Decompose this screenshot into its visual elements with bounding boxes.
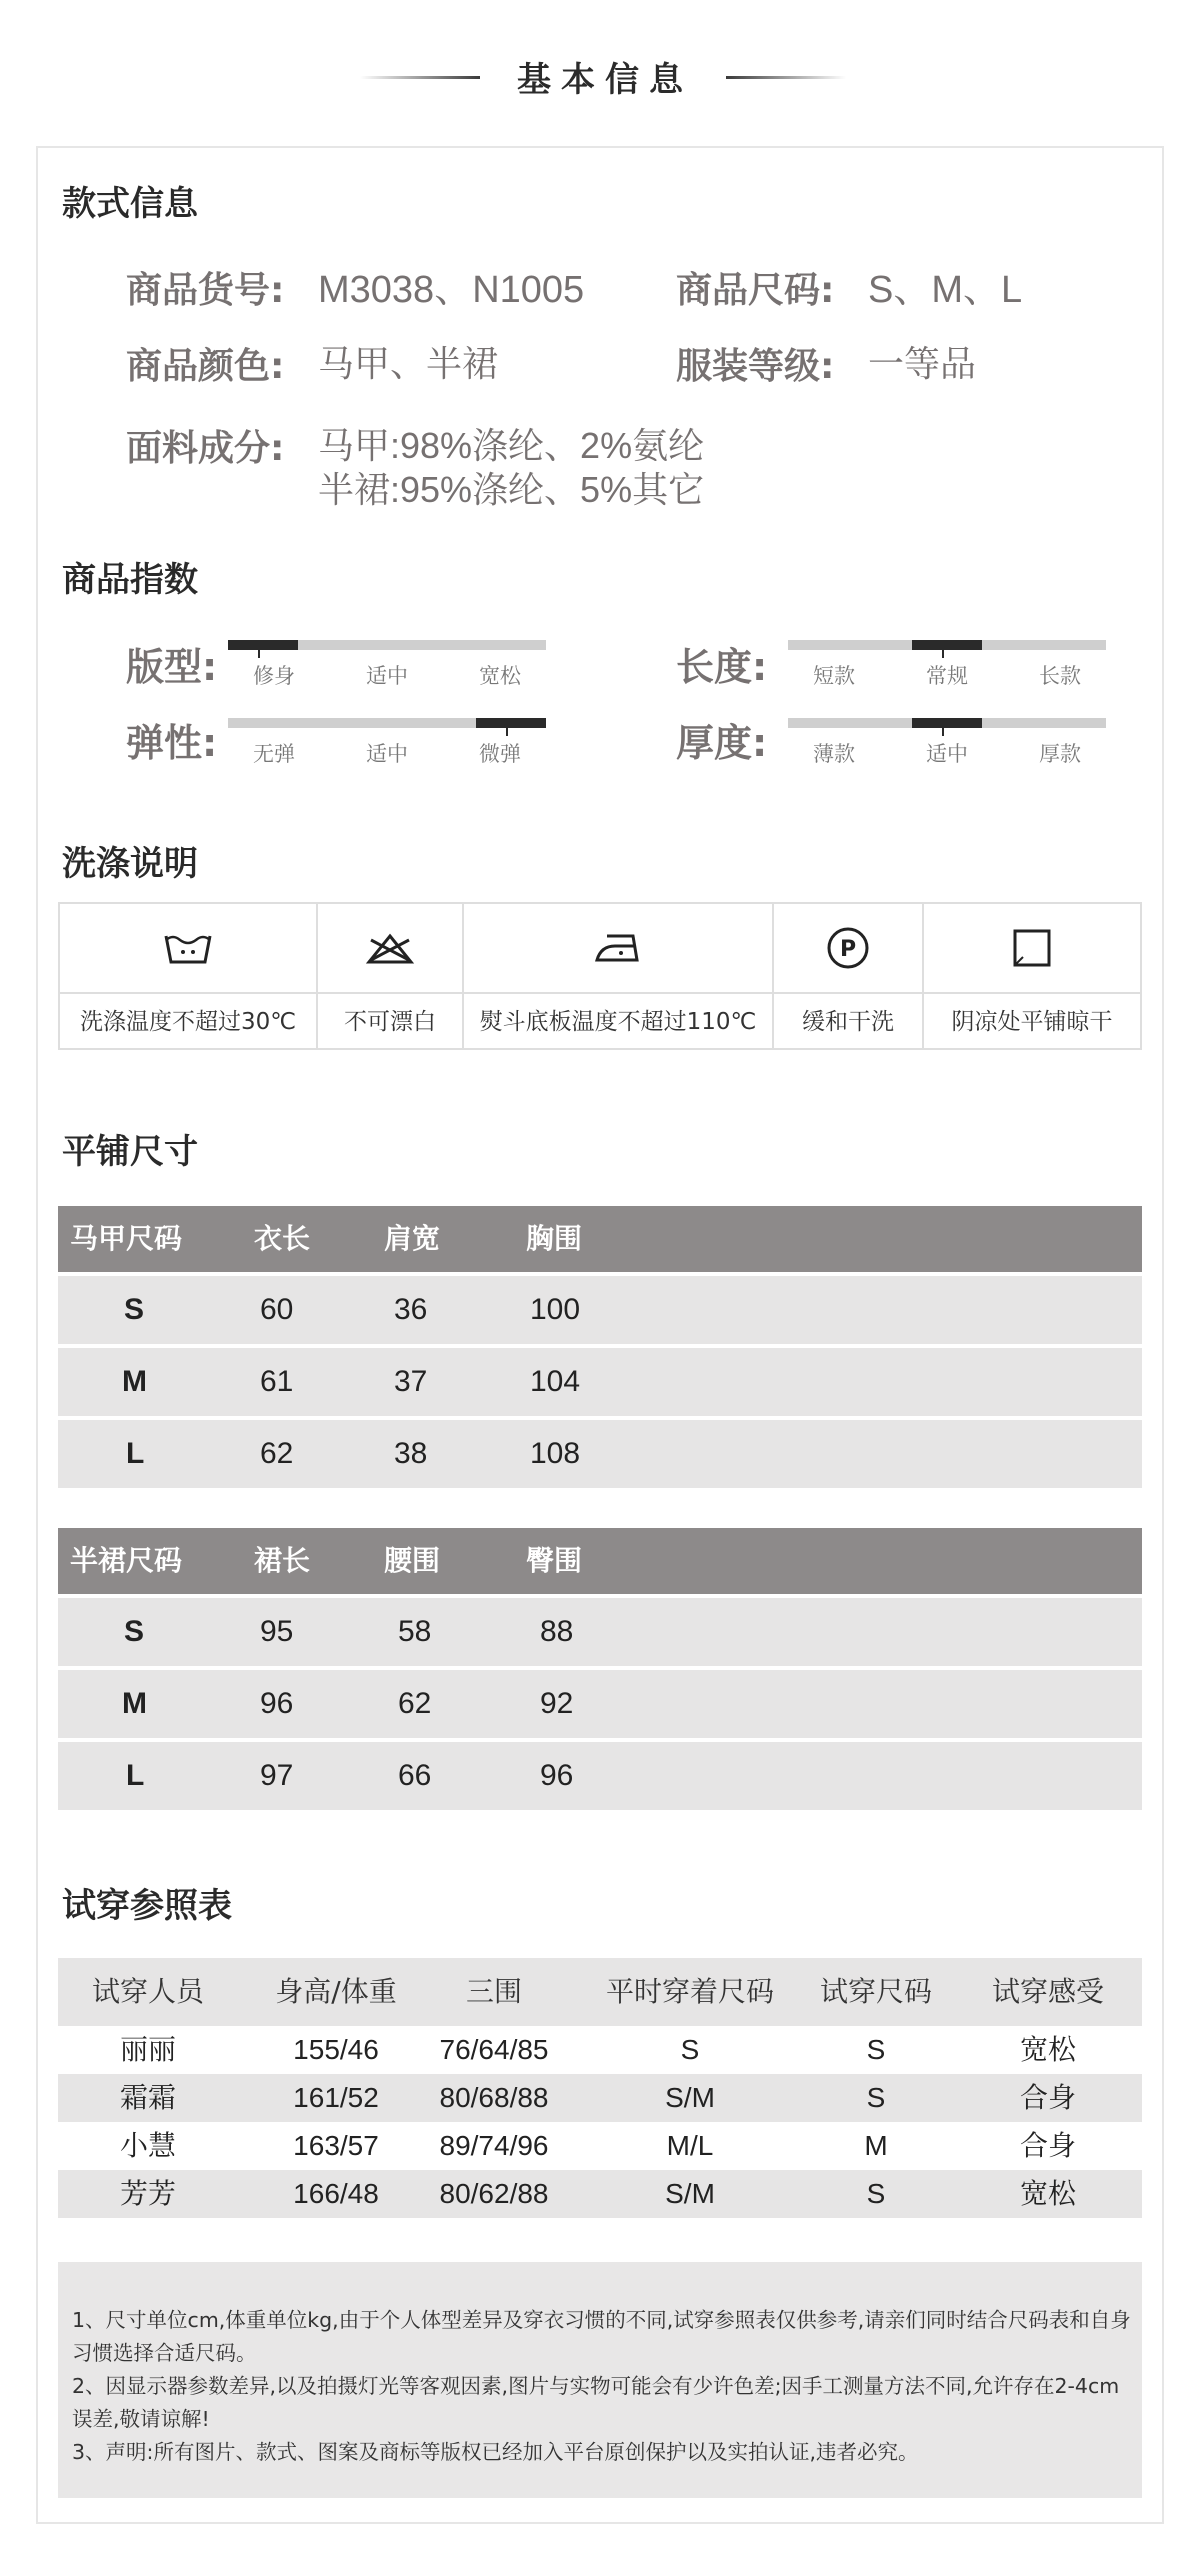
page-title: 基本信息 — [517, 60, 693, 100]
table-cell: 宽松 — [1019, 2178, 1076, 2209]
table-cell: 161/52 — [293, 2082, 379, 2113]
index-slider-thickness — [788, 718, 1106, 766]
size-cell: S — [124, 1293, 145, 1326]
field-value-fabric-skirt: 半裙:95%涤纶、5%其它 — [318, 469, 705, 510]
table-row — [58, 1420, 1142, 1488]
note-text: 2、因显示器参数差异,以及拍摄灯光等客观因素,图片与实物可能会有少许色差;因手工测量方法不同,允许存在2-4cm误差,敬请谅解! — [72, 2374, 1120, 2431]
washing-cell — [60, 904, 318, 1048]
value-cell: 58 — [398, 1615, 432, 1648]
washing-text: 阴凉处平铺晾干 — [951, 1009, 1113, 1035]
table-header — [58, 1206, 1142, 1272]
notes-box — [58, 2262, 1142, 2498]
table-cell: 76/64/85 — [439, 2034, 549, 2065]
header-cell: 半裙尺码 — [70, 1544, 183, 1577]
header-cell: 试穿感受 — [991, 1975, 1104, 2008]
field-value-grade: 一等品 — [868, 343, 977, 384]
value-cell: 62 — [260, 1437, 294, 1470]
washing-text: 缓和干洗 — [802, 1009, 894, 1035]
slider-tick — [258, 640, 260, 658]
header-cell: 胸围 — [526, 1222, 583, 1255]
value-cell: 96 — [260, 1687, 294, 1720]
washing-cell — [318, 904, 464, 1048]
note-text: 1、尺寸单位cm,体重单位kg,由于个人体型差异及穿衣习惯的不同,试穿参照表仅供参考,请亲们同时结合尺码表和自身习惯选择合适尺码。 — [72, 2308, 1131, 2365]
table-row — [58, 1742, 1142, 1810]
index-slider-fit — [228, 640, 546, 688]
header-cell: 腰围 — [384, 1544, 441, 1577]
wash-30-icon — [60, 904, 316, 992]
skirt-size-table — [58, 1528, 1142, 1810]
value-cell: 37 — [394, 1365, 428, 1398]
table-cell: 小慧 — [119, 2130, 176, 2161]
section-title-style-info: 款式信息 — [62, 184, 198, 224]
value-cell: 95 — [260, 1615, 294, 1648]
index-slider-length — [788, 640, 1106, 688]
table-cell: M — [864, 2130, 888, 2161]
field-value-color: 马甲、半裙 — [318, 343, 499, 384]
table-cell: S — [680, 2034, 700, 2065]
slider-option: 短款 — [813, 664, 855, 688]
table-cell: 155/46 — [293, 2034, 379, 2065]
value-cell: 108 — [530, 1437, 581, 1470]
field-label-item-number: 商品货号: — [126, 270, 285, 311]
table-row — [58, 1348, 1142, 1416]
table-header — [58, 1958, 1142, 2026]
size-cell: M — [122, 1365, 147, 1398]
field-label-size: 商品尺码: — [676, 270, 835, 311]
slider-option: 无弹 — [253, 742, 295, 766]
washing-cell — [464, 904, 774, 1048]
slider-option: 宽松 — [479, 664, 521, 688]
value-cell: 36 — [394, 1293, 428, 1326]
table-row — [58, 2170, 1142, 2218]
value-cell: 61 — [260, 1365, 294, 1398]
iron-icon — [464, 904, 772, 992]
table-cell: 163/57 — [293, 2130, 379, 2161]
note-text: 3、声明:所有图片、款式、图案及商标等版权已经加入平台原创保护以及实拍认证,违者必究。 — [72, 2440, 919, 2464]
slider-option: 长款 — [1039, 664, 1081, 688]
fitting-table — [58, 1958, 1142, 2218]
svg-text:P: P — [839, 937, 857, 962]
size-cell: M — [122, 1687, 147, 1720]
table-row — [58, 2122, 1142, 2170]
washing-cell — [924, 904, 1140, 1048]
slider-thumb — [228, 640, 298, 650]
index-label-length: 长度: — [676, 645, 768, 689]
section-title-washing: 洗涤说明 — [62, 844, 198, 884]
table-row — [58, 2026, 1142, 2074]
table-cell: 80/68/88 — [439, 2082, 549, 2113]
field-label-grade: 服装等级: — [676, 346, 835, 387]
value-cell: 97 — [260, 1759, 294, 1792]
vest-size-table — [58, 1206, 1142, 1488]
table-cell: 芳芳 — [119, 2178, 176, 2209]
no-bleach-icon — [318, 904, 462, 992]
value-cell: 62 — [398, 1687, 432, 1720]
flat-dry-shade-icon — [924, 904, 1140, 992]
index-label-thickness: 厚度: — [676, 721, 768, 765]
table-cell: S/M — [665, 2178, 715, 2209]
table-cell: M/L — [666, 2130, 714, 2161]
value-cell: 66 — [398, 1759, 432, 1792]
header-line-left — [360, 76, 480, 79]
table-cell: S — [866, 2034, 886, 2065]
slider-tick — [506, 718, 508, 736]
value-cell: 100 — [530, 1293, 581, 1326]
table-header — [58, 1528, 1142, 1594]
header-cell: 衣长 — [254, 1222, 311, 1255]
value-cell: 88 — [540, 1615, 574, 1648]
index-label-elasticity: 弹性: — [126, 721, 218, 765]
size-cell: L — [126, 1759, 145, 1792]
table-row — [58, 1276, 1142, 1344]
value-cell: 104 — [530, 1365, 581, 1398]
header-cell: 马甲尺码 — [70, 1222, 183, 1255]
header-cell: 试穿尺码 — [819, 1975, 932, 2008]
slider-option: 适中 — [366, 664, 408, 688]
table-cell: 霜霜 — [119, 2082, 176, 2113]
field-label-fabric: 面料成分: — [126, 428, 285, 469]
slider-tick — [942, 718, 944, 736]
table-cell: S/M — [665, 2082, 715, 2113]
size-cell: L — [126, 1437, 145, 1470]
header-line-right — [726, 76, 846, 79]
section-title-flat-size: 平铺尺寸 — [62, 1132, 198, 1172]
value-cell: 96 — [540, 1759, 574, 1792]
header-cell: 臀围 — [526, 1544, 583, 1577]
slider-tick — [942, 640, 944, 658]
washing-text: 不可漂白 — [344, 1009, 436, 1035]
value-cell: 92 — [540, 1687, 574, 1720]
value-cell: 60 — [260, 1293, 294, 1326]
header-cell: 身高/体重 — [275, 1975, 397, 2008]
table-row — [58, 1598, 1142, 1666]
table-cell: 合身 — [1019, 2082, 1076, 2113]
header-cell: 平时穿着尺码 — [605, 1975, 774, 2008]
table-row — [58, 2074, 1142, 2122]
slider-thumb — [912, 640, 982, 650]
slider-thumb — [476, 718, 546, 728]
slider-option: 适中 — [366, 742, 408, 766]
slider-option: 微弹 — [479, 742, 521, 766]
slider-option: 常规 — [926, 664, 968, 688]
field-value-item-number: M3038、N1005 — [318, 269, 585, 311]
field-label-color: 商品颜色: — [126, 346, 285, 387]
slider-thumb — [912, 718, 982, 728]
field-value-size: S、M、L — [868, 269, 1023, 311]
table-cell: S — [866, 2178, 886, 2209]
table-cell: 合身 — [1019, 2130, 1076, 2161]
slider-option: 适中 — [926, 742, 968, 766]
size-cell: S — [124, 1615, 145, 1648]
table-row — [58, 1670, 1142, 1738]
page-header — [0, 52, 1200, 102]
washing-cell — [774, 904, 924, 1048]
table-cell: S — [866, 2082, 886, 2113]
index-label-fit: 版型: — [126, 645, 218, 689]
header-cell: 试穿人员 — [91, 1975, 204, 2008]
section-title-fitting: 试穿参照表 — [62, 1886, 232, 1926]
dry-clean-p-icon — [774, 904, 922, 992]
table-cell: 89/74/96 — [439, 2130, 549, 2161]
table-cell: 166/48 — [293, 2178, 379, 2209]
washing-table — [58, 902, 1142, 1050]
header-cell: 裙长 — [254, 1544, 311, 1577]
field-value-fabric-vest: 马甲:98%涤纶、2%氨纶 — [318, 425, 705, 466]
slider-option: 厚款 — [1039, 742, 1081, 766]
value-cell: 38 — [394, 1437, 428, 1470]
table-cell: 宽松 — [1019, 2034, 1076, 2065]
slider-option: 薄款 — [813, 742, 855, 766]
index-slider-elasticity — [228, 718, 546, 766]
table-cell: 丽丽 — [119, 2034, 176, 2065]
table-cell: 80/62/88 — [439, 2178, 549, 2209]
header-cell: 三围 — [465, 1975, 522, 2008]
header-cell: 肩宽 — [384, 1222, 441, 1255]
section-title-index: 商品指数 — [62, 560, 198, 600]
slider-option: 修身 — [253, 664, 295, 688]
washing-text: 熨斗底板温度不超过110℃ — [479, 1009, 757, 1035]
washing-text: 洗涤温度不超过30℃ — [79, 1009, 297, 1035]
